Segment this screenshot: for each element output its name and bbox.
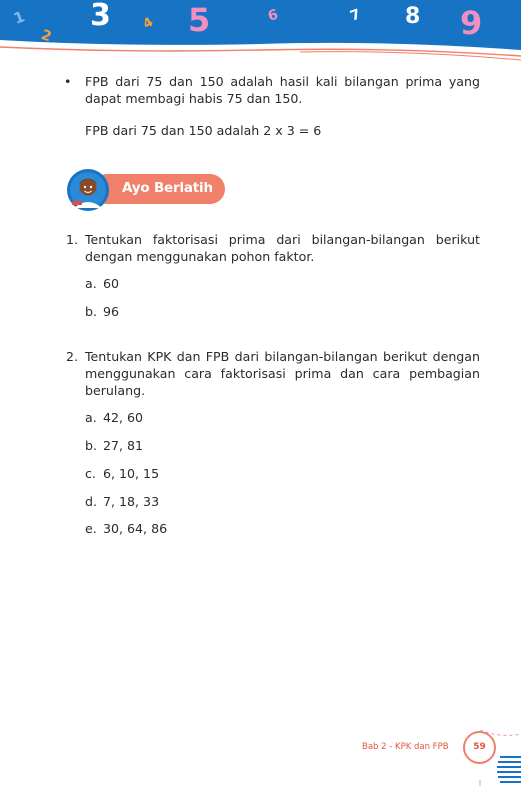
question-number: 2. xyxy=(66,349,79,364)
option-value: 7, 18, 33 xyxy=(103,494,160,509)
header-digit-1: 1 xyxy=(11,7,28,28)
option-letter: b. xyxy=(85,438,97,453)
header-digit-9: 9 xyxy=(460,4,483,42)
question-1 xyxy=(66,231,480,265)
option-value: 6, 10, 15 xyxy=(103,466,160,481)
chapter-footer-label: Bab 2 - KPK dan FPB xyxy=(362,742,449,752)
question-2-option-b xyxy=(85,438,143,453)
option-value: 96 xyxy=(103,304,120,319)
fpb-result-line: FPB dari 75 dan 150 adalah 2 x 3 = 6 xyxy=(85,123,322,138)
option-value: 27, 81 xyxy=(103,438,144,453)
header-digit-4: 4 xyxy=(140,14,157,33)
section-heading-ayo-berlatih xyxy=(66,168,226,212)
bullet-text: FPB dari 75 dan 150 adalah hasil kali bilangan prima yang dapat membagi habis 75 dan 150. xyxy=(85,74,480,106)
header-digit-8: 8 xyxy=(405,4,421,29)
page-number-badge xyxy=(463,731,496,764)
question-text: Tentukan faktorisasi prima dari bilangan-bilangan berikut dengan menggunakan pohon faktor. xyxy=(85,232,480,264)
question-1-option-a xyxy=(85,276,119,291)
option-letter: b. xyxy=(85,304,97,319)
section-title-pill xyxy=(92,174,225,204)
header-decoration xyxy=(0,0,521,62)
question-number: 1. xyxy=(66,232,79,247)
header-digit-2: 2 xyxy=(38,26,54,46)
option-letter: a. xyxy=(85,276,97,291)
bullet-marker: • xyxy=(64,74,72,89)
question-text: Tentukan KPK dan FPB dari bilangan-bilangan berikut dengan menggunakan cara faktorisasi prima dan cara pembagian berulang. xyxy=(85,349,480,398)
page-header-band xyxy=(0,0,521,62)
option-value: 60 xyxy=(103,276,120,291)
page-number: 59 xyxy=(473,742,486,752)
section-title: Ayo Berlatih xyxy=(122,180,213,196)
question-2-option-a xyxy=(85,410,143,425)
header-digit-6: 6 xyxy=(266,6,280,25)
option-letter: c. xyxy=(85,466,96,481)
fpb-summary-bullet xyxy=(64,73,480,139)
option-letter: d. xyxy=(85,494,97,509)
student-avatar-icon xyxy=(66,168,110,212)
option-letter: e. xyxy=(85,521,97,536)
question-2 xyxy=(66,348,480,399)
question-2-option-c xyxy=(85,466,159,481)
header-digit-7: 7 xyxy=(348,6,363,25)
question-2-option-e xyxy=(85,521,167,536)
header-digit-5: 5 xyxy=(188,1,211,39)
option-value: 30, 64, 86 xyxy=(103,521,168,536)
question-2-option-d xyxy=(85,494,159,509)
question-1-option-b xyxy=(85,304,119,319)
option-value: 42, 60 xyxy=(103,410,144,425)
option-letter: a. xyxy=(85,410,97,425)
header-digit-3: 3 xyxy=(90,0,111,33)
